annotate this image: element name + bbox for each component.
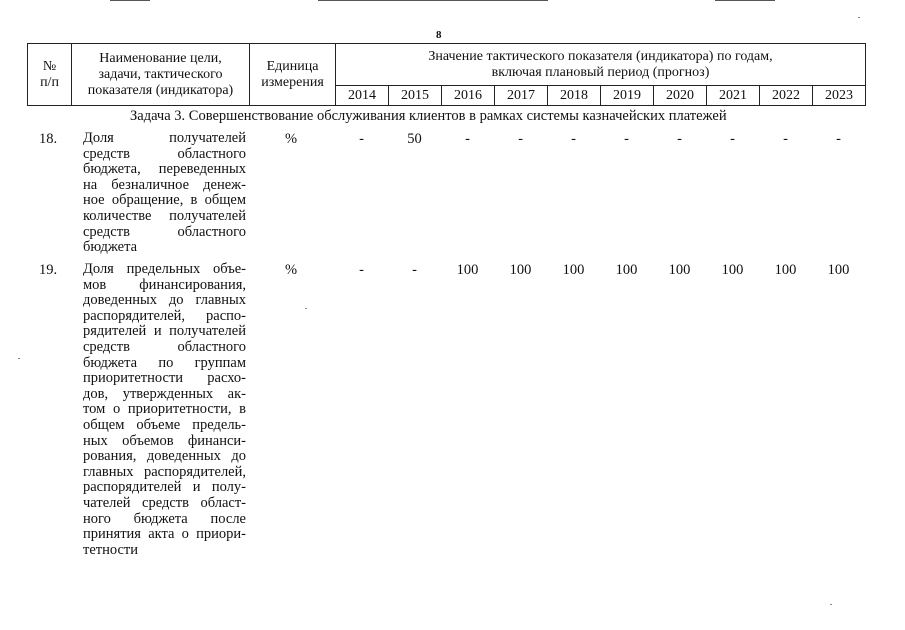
row-number: 18. <box>39 131 58 147</box>
indicator-name-line: общем объеме предель- <box>83 416 246 433</box>
header-year-cell: 2017 <box>495 86 548 106</box>
scan-speck <box>858 17 860 18</box>
header-year-cell: 2023 <box>813 86 866 106</box>
year-value: - <box>465 131 470 147</box>
header-name-cell: Наименование цели, задачи, тактического показателя (индикатора) <box>72 44 250 106</box>
header-year-cell: 2014 <box>336 86 389 106</box>
year-value: 100 <box>615 262 638 278</box>
header-unit-cell: Единица измерения <box>250 44 336 106</box>
header-values-cell: Значение тактического показателя (индикатора) по годам, включая плановый период (прогноз) <box>336 44 866 86</box>
header-year-cell: 2015 <box>389 86 442 106</box>
indicator-name-line: мов финансирования, <box>83 276 246 293</box>
year-value: - <box>624 131 629 147</box>
indicator-name-line: ного бюджета после <box>83 510 246 527</box>
header-year-cell: 2016 <box>442 86 495 106</box>
indicator-name-line: главных распорядителей, <box>83 463 246 480</box>
header-year-cell: 2022 <box>760 86 813 106</box>
indicator-name <box>83 131 246 256</box>
indicator-name-line: рования, доведенных до <box>83 448 246 465</box>
year-value: - <box>677 131 682 147</box>
year-value: 100 <box>668 262 691 278</box>
indicator-name-line: приоритетности расхо- <box>83 370 246 387</box>
year-value: - <box>359 131 364 147</box>
indicator-name-line: дов, утвержденных ак- <box>83 385 246 402</box>
indicator-name-line: рядителей и получателей <box>83 323 246 340</box>
scan-edge-line <box>110 0 150 1</box>
indicator-name-line: средств областного <box>83 338 246 355</box>
task-heading: Задача 3. Совершенствование обслуживания клиентов в рамках системы казначейских платежей <box>130 108 727 124</box>
indicator-name-line: средств областного <box>83 145 246 162</box>
indicator-name-line: распорядителей и полу- <box>83 479 246 496</box>
header-year-cell: 2019 <box>601 86 654 106</box>
year-value: 100 <box>562 262 585 278</box>
header-year-cell: 2021 <box>707 86 760 106</box>
indicator-name <box>83 262 246 558</box>
scan-edge-line <box>715 0 775 1</box>
year-value: - <box>571 131 576 147</box>
year-value: 100 <box>721 262 744 278</box>
indicator-name-line: тетности <box>83 541 139 558</box>
header-year-cell: 2020 <box>654 86 707 106</box>
year-value: 100 <box>774 262 797 278</box>
header-year-cell: 2018 <box>548 86 601 106</box>
year-value: - <box>359 262 364 278</box>
row-number: 19. <box>39 262 58 278</box>
indicator-name-line: Доля получателей <box>83 130 246 146</box>
year-value: 100 <box>456 262 479 278</box>
year-value: - <box>412 262 417 278</box>
scan-speck <box>18 358 20 359</box>
indicator-name-line: ное обращение, в общем <box>83 192 246 209</box>
indicator-name-line: том о приоритетности, в <box>83 401 246 418</box>
year-value: - <box>836 131 841 147</box>
indicator-name-line: бюджета <box>83 239 138 256</box>
indicator-name-line: чателей средств област- <box>83 494 246 511</box>
indicator-name-line: средств областного <box>83 223 246 240</box>
year-value: - <box>783 131 788 147</box>
indicator-name-line: бюджета по группам <box>83 354 246 371</box>
scan-edge-line <box>318 0 548 1</box>
indicator-name-line: бюджета, переведенных <box>83 161 246 178</box>
indicator-name-line: ных объемов финанси- <box>83 432 246 449</box>
year-value: 50 <box>407 131 422 147</box>
scan-speck <box>305 308 307 309</box>
header-number-cell: № п/п <box>28 44 72 106</box>
indicator-name-line: доведенных до главных <box>83 292 246 309</box>
indicator-name-line: распорядителей, распо- <box>83 307 246 324</box>
year-value: - <box>518 131 523 147</box>
indicator-name-line: количестве получателей <box>83 207 246 224</box>
scan-speck <box>830 604 832 605</box>
indicator-name-line: на безналичное денеж- <box>83 176 246 193</box>
year-value: - <box>730 131 735 147</box>
page-number: 8 <box>436 29 442 41</box>
unit-value: % <box>285 131 298 147</box>
indicator-name-line: принятия акта о приори- <box>83 526 246 543</box>
indicator-name-line: Доля предельных объе- <box>83 261 246 277</box>
year-value: 100 <box>509 262 532 278</box>
indicator-table-header <box>27 43 866 106</box>
year-value: 100 <box>827 262 850 278</box>
unit-value: % <box>285 262 298 278</box>
